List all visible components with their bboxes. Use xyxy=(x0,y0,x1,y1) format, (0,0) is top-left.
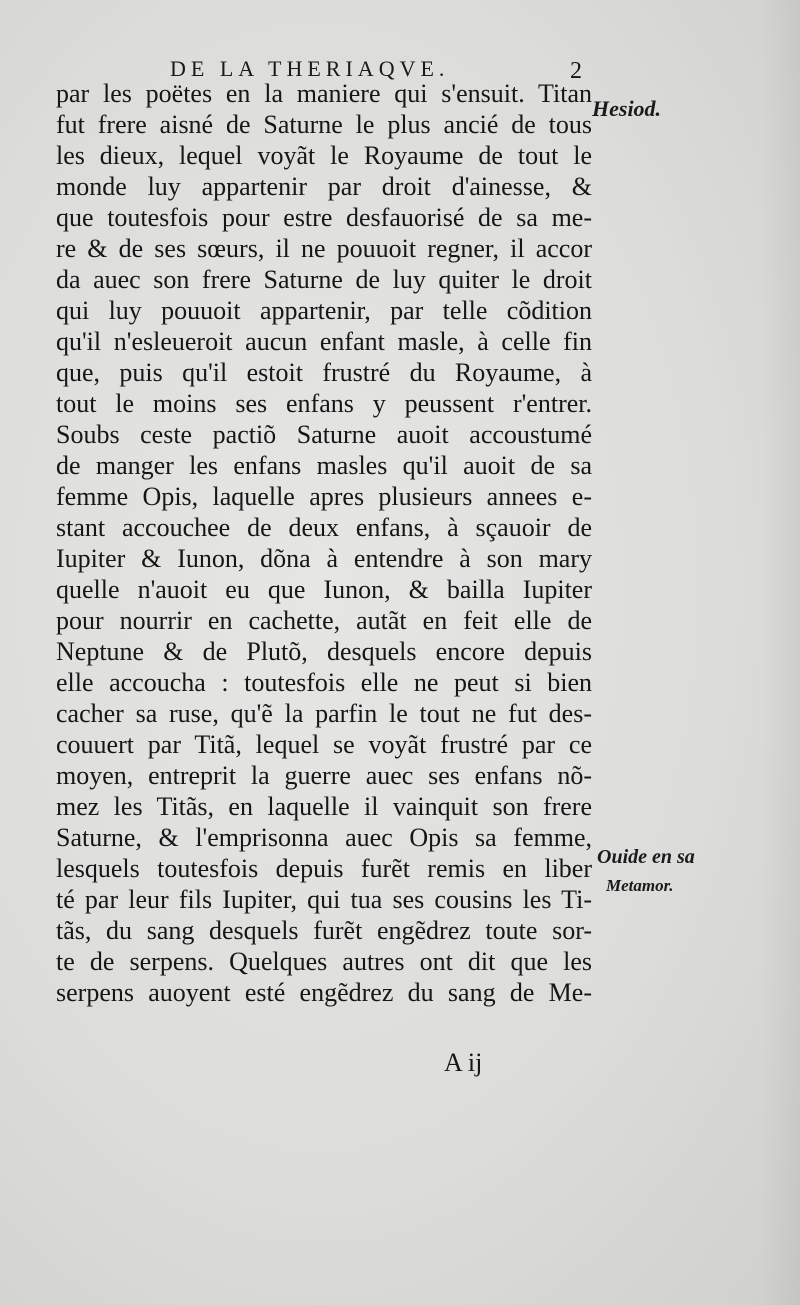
text-line: qui luy pouuoit appartenir, par telle cõdition xyxy=(56,296,592,325)
marginal-note-metamorphoses: Metamor. xyxy=(606,876,674,895)
text-line: monde luy appartenir par droit d'ainesse, & xyxy=(56,172,592,201)
text-line: mez les Titãs, en laquelle il vainquit son frere xyxy=(56,792,592,821)
text-line: re & de ses sœurs, il ne pouuoit regner, il accor xyxy=(56,234,592,263)
text-line: par les poëtes en la maniere qui s'ensuit. Titan xyxy=(56,79,592,108)
text-line: couuert par Titã, lequel se voyãt frustré par ce xyxy=(56,730,592,759)
text-line: les dieux, lequel voyãt le Royaume de tout le xyxy=(56,141,592,170)
signature-mark: A ij xyxy=(444,1048,483,1077)
text-line: tout le moins ses enfans y peussent r'entrer. xyxy=(56,389,592,418)
text-line: de manger les enfans masles qu'il auoit de sa xyxy=(56,451,592,480)
marginal-note-ovid: Ouide en sa xyxy=(597,846,695,868)
text-line: qu'il n'esleueroit aucun enfant masle, à celle fin xyxy=(56,327,592,356)
text-line: serpens auoyent esté engẽdrez du sang de Me- xyxy=(56,978,592,1007)
text-line: Iupiter & Iunon, dõna à entendre à son mary xyxy=(56,544,592,573)
text-line: quelle n'auoit eu que Iunon, & bailla Iupiter xyxy=(56,575,592,604)
text-line: moyen, entreprit la guerre auec ses enfans nõ- xyxy=(56,761,592,790)
page-edge-shadow xyxy=(760,0,800,1305)
text-line: cacher sa ruse, qu'ẽ la parfin le tout ne fut des- xyxy=(56,699,592,728)
text-line: da auec son frere Saturne de luy quiter le droit xyxy=(56,265,592,294)
text-line: te de serpens. Quelques autres ont dit que les xyxy=(56,947,592,976)
text-line: fut frere aisné de Saturne le plus ancié de tous xyxy=(56,110,592,139)
text-line: que toutesfois pour estre desfauorisé de sa me- xyxy=(56,203,592,232)
text-line: elle accoucha : toutesfois elle ne peut si bien xyxy=(56,668,592,697)
running-head: DE LA THERIAQVE. xyxy=(170,56,450,81)
text-line: que, puis qu'il estoit frustré du Royaume, à xyxy=(56,358,592,387)
text-line: pour nourrir en cachette, autãt en feit elle de xyxy=(56,606,592,635)
marginal-note-hesiod: Hesiod. xyxy=(592,96,662,121)
body-text xyxy=(56,78,592,1008)
text-line: tãs, du sang desquels furẽt engẽdrez toute sor- xyxy=(56,916,592,945)
text-line: Saturne, & l'emprisonna auec Opis sa femme, xyxy=(56,823,592,852)
text-line: femme Opis, laquelle apres plusieurs annees e- xyxy=(56,482,592,511)
text-line: stant accouchee de deux enfans, à sçauoir de xyxy=(56,513,592,542)
text-line: té par leur fils Iupiter, qui tua ses cousins les Ti- xyxy=(56,885,592,914)
folio-number: 2 xyxy=(570,58,582,84)
text-line: Soubs ceste pactiõ Saturne auoit accoustumé xyxy=(56,420,592,449)
text-line: lesquels toutesfois depuis furẽt remis en liber xyxy=(56,854,592,883)
text-line: Neptune & de Plutõ, desquels encore depuis xyxy=(56,637,592,666)
